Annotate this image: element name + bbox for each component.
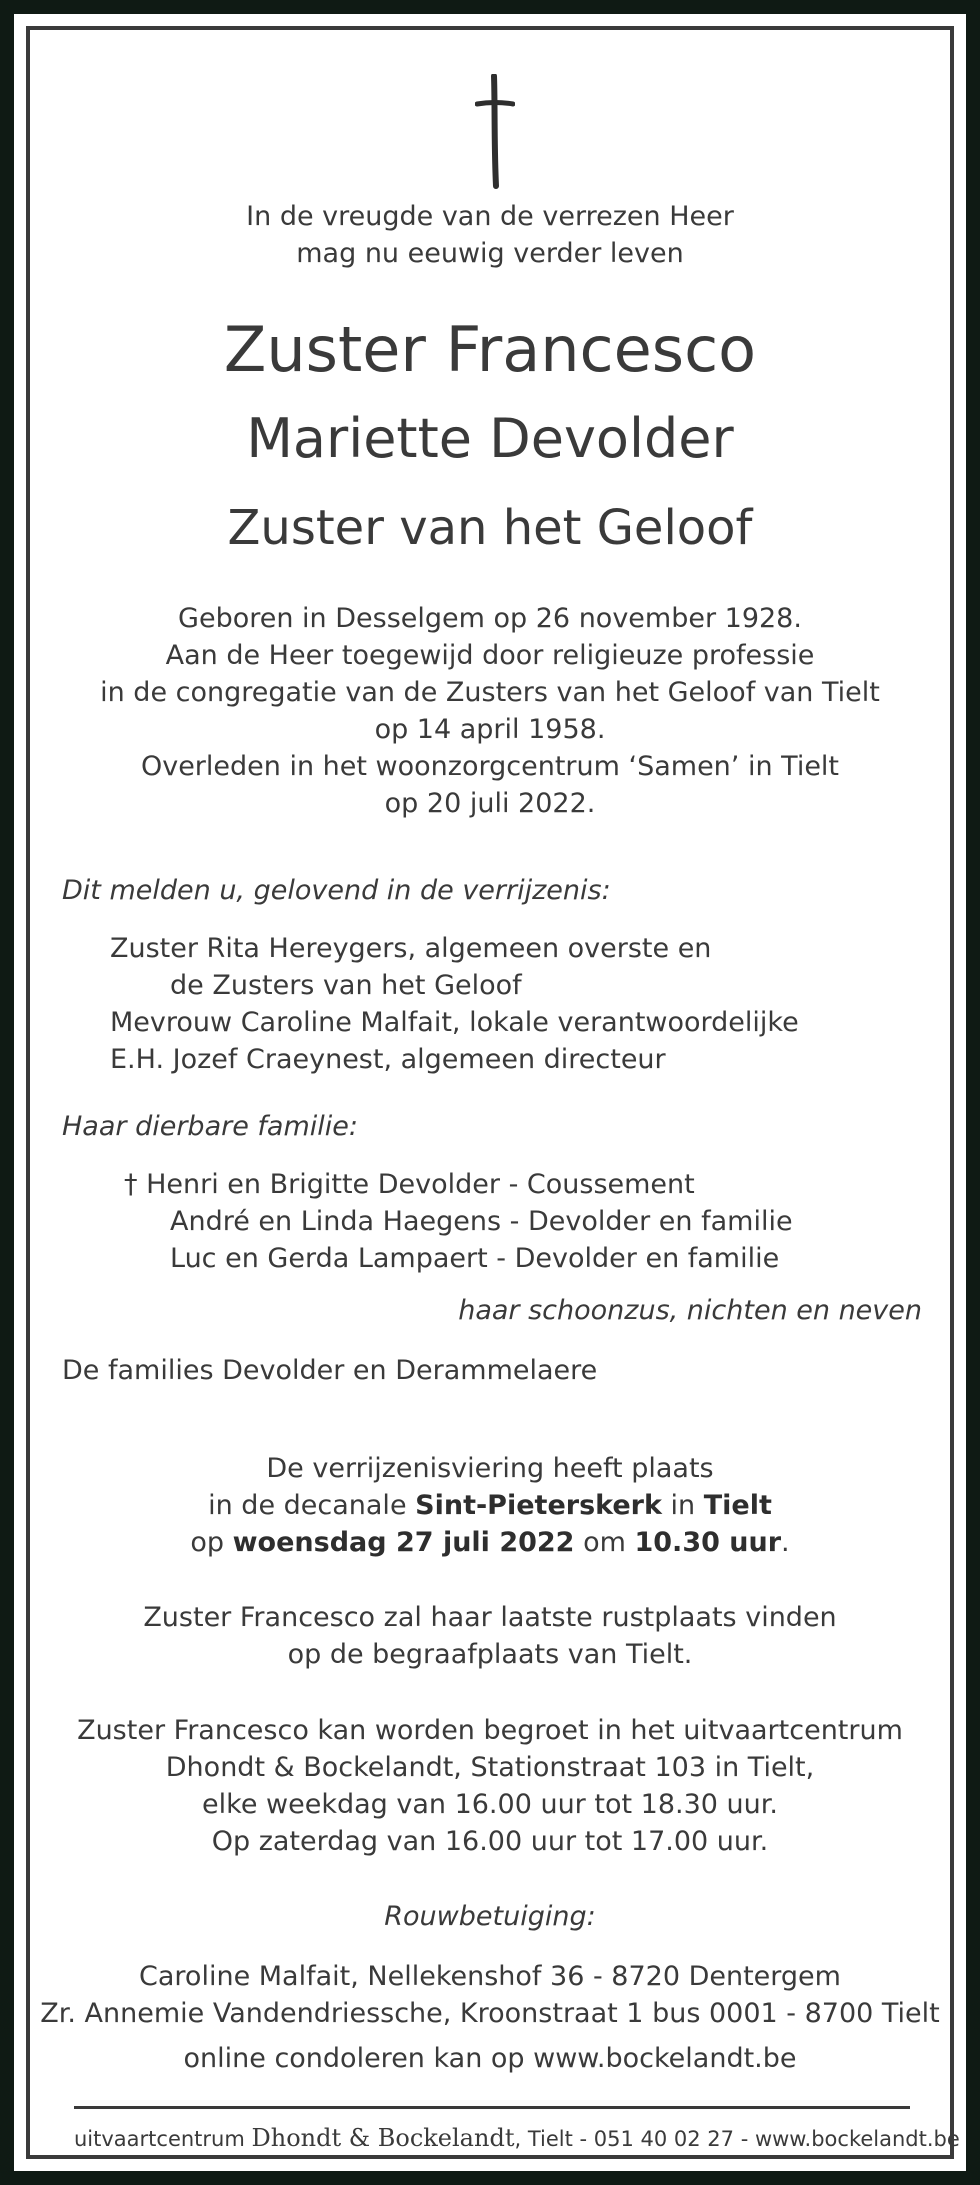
bio-line: Geboren in Desselgem op 26 november 1928. [178,603,802,634]
religious-name: Zuster Francesco [223,313,757,386]
service-text [30,1450,950,1561]
footer-contact: , Tielt - 051 40 02 27 - www.bockelandt.be [514,2127,960,2151]
obituary-card [26,26,960,2159]
online-condolence-link[interactable]: online condoleren kan op www.bockelandt.be [183,2043,797,2074]
family-heading: Haar dierbare familie: [62,1111,358,1142]
family-line: André en Linda Haegens - Devolder en familie [170,1206,793,1237]
families-line: De families Devolder en Derammelaere [62,1355,598,1386]
condolence-heading: Rouwbetuiging: [384,1901,596,1932]
deceased-cross-icon: † [124,1169,138,1200]
visitation-line: Op zaterdag van 16.00 uur tot 17.00 uur. [211,1826,769,1857]
announcer-line: Mevrouw Caroline Malfait, lokale verantwoordelijke [110,1007,799,1038]
condolence-address: Caroline Malfait, Nellekenshof 36 - 8720 Dentergem [139,1961,841,1992]
service-line: De verrijzenisviering heeft plaats [266,1453,714,1484]
family-name: Henri en Brigitte Devolder - Coussement [146,1169,695,1200]
condolence-address: Zr. Annemie Vandendriessche, Kroonstraat 1 bus 0001 - 8700 Tielt [40,1998,940,2029]
condolence-addresses [30,1958,950,2032]
visitation-line: Dhondt & Bockelandt, Stationstraat 103 in Tielt, [165,1752,815,1783]
intro-line: In de vreugde van de verrezen Heer [246,201,734,232]
service-text-part: op [190,1527,233,1558]
service-date: woensdag 27 juli 2022 [232,1527,575,1558]
footer-prefix: uitvaartcentrum [74,2127,252,2151]
town-name: Tielt [703,1490,772,1521]
service-text-part: in [661,1490,704,1521]
service-text-part: . [781,1527,790,1558]
visitation-text [30,1712,950,1860]
cross-icon [475,74,515,189]
bio-line: in de congregatie van de Zusters van het Geloof van Tielt [100,677,880,708]
footer [74,2124,960,2153]
bio-line: op 20 juli 2022. [384,788,596,819]
order-name: Zuster van het Geloof [227,500,753,556]
bio-line: Aan de Heer toegewijd door religieuze professie [165,640,815,671]
burial-text [30,1599,950,1673]
service-text-part: in de decanale [208,1490,416,1521]
announcer-line: E.H. Jozef Craeynest, algemeen directeur [110,1044,666,1075]
church-name: Sint-Pieterskerk [415,1490,662,1521]
bio-line: op 14 april 1958. [374,714,606,745]
burial-line: op de begraafplaats van Tielt. [287,1639,693,1670]
announcer-line: Zuster Rita Hereygers, algemeen overste en [110,933,712,964]
service-time: 10.30 uur [634,1527,782,1558]
family-relation: haar schoonzus, nichten en neven [458,1295,922,1326]
footer-brand: Dhondt & Bockelandt [251,2124,515,2152]
civil-name: Mariette Devolder [246,407,734,470]
announcer-line: de Zusters van het Geloof [170,970,522,1001]
bio-line: Overleden in het woonzorgcentrum ‘Samen’ in Tielt [140,751,840,782]
family-line: Luc en Gerda Lampaert - Devolder en familie [170,1243,780,1274]
intro-line: mag nu eeuwig verder leven [296,238,684,269]
page-frame [14,14,966,2171]
service-line [30,1487,950,1524]
announcers-heading: Dit melden u, gelovend in de verrijzenis: [62,875,611,906]
service-text-part: om [574,1527,635,1558]
footer-divider [74,2106,910,2109]
burial-line: Zuster Francesco zal haar laatste rustplaats vinden [143,1602,837,1633]
bio-text [30,600,950,822]
service-line [30,1524,950,1561]
family-line [124,1166,695,1203]
intro-text [30,198,950,272]
visitation-line: Zuster Francesco kan worden begroet in het uitvaartcentrum [77,1715,903,1746]
visitation-line: elke weekdag van 16.00 uur tot 18.30 uur. [202,1789,778,1820]
